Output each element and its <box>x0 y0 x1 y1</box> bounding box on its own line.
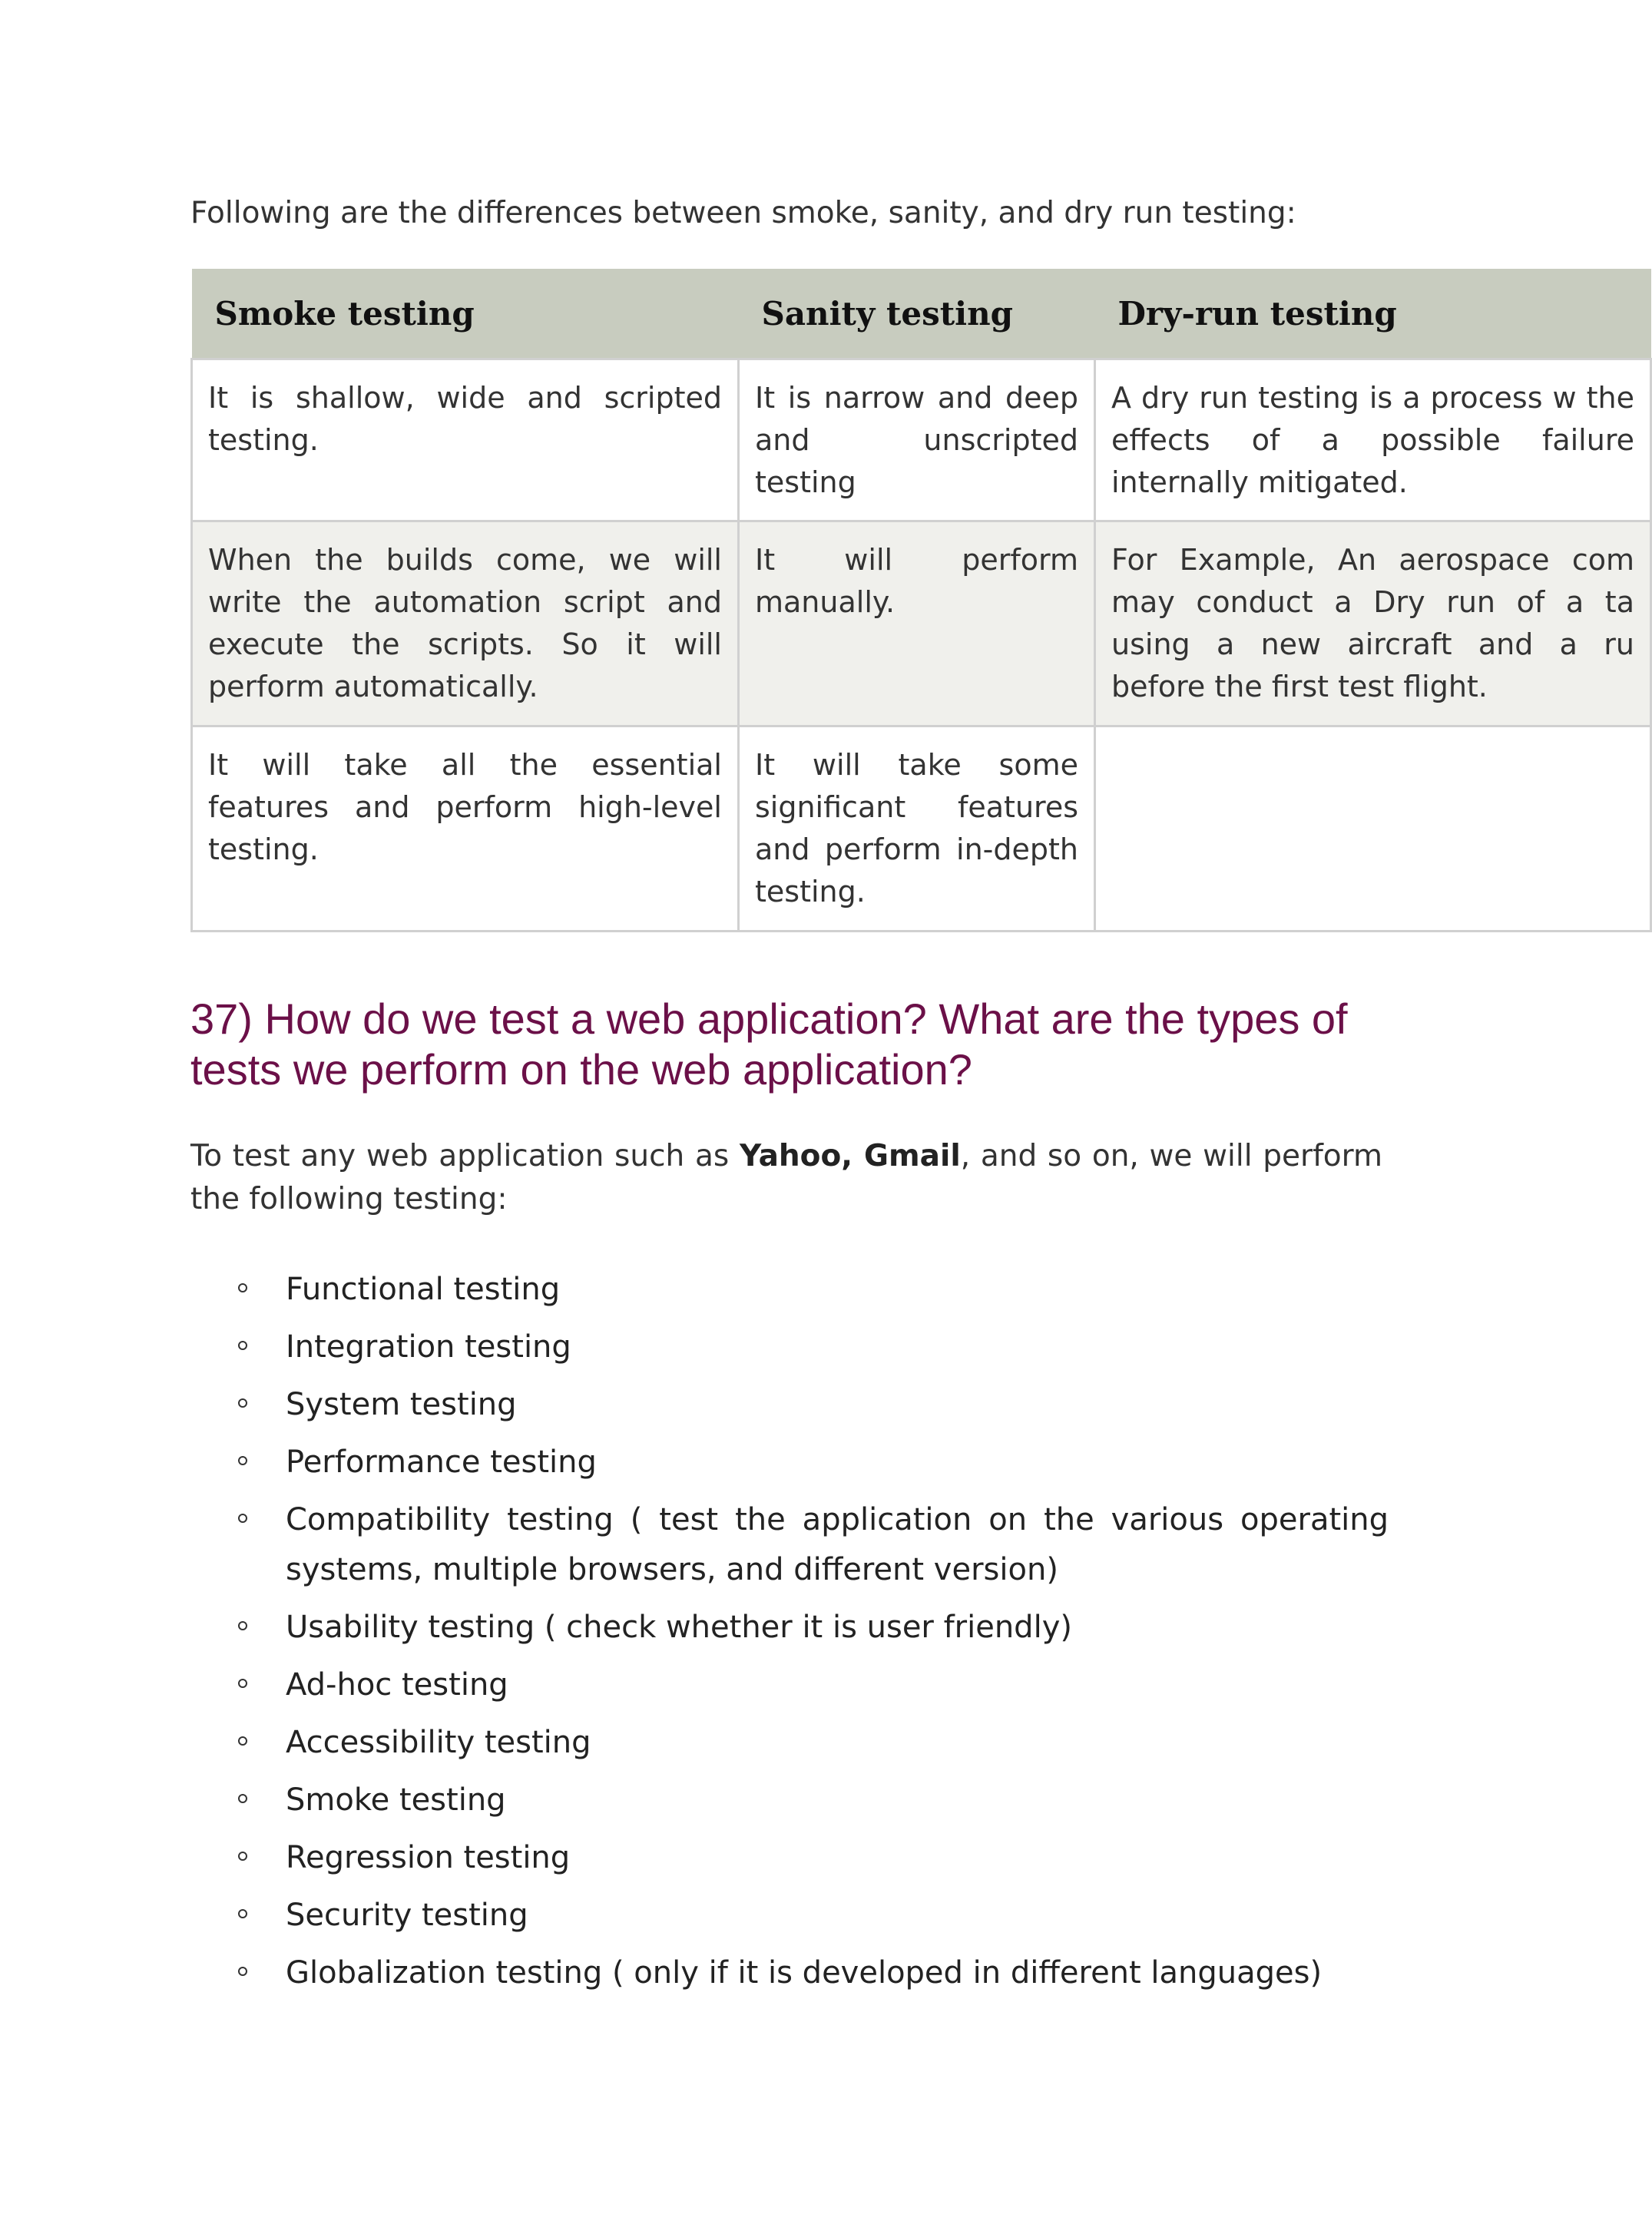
testing-types-list <box>190 1265 1389 2006</box>
circle-bullet-icon <box>238 1909 247 1918</box>
paragraph-text-start: To test any web application such as <box>190 1139 740 1173</box>
circle-bullet-icon <box>238 1456 247 1465</box>
paragraph-text-end: , and so on, we will perform the following testing: <box>190 1139 1382 1216</box>
table-cell: For Example, An aerospace com may conduct a Dry run of a ta using a new aircraft and a ru before the first test flight. <box>1095 521 1651 726</box>
header-sanity-testing: Sanity testing <box>739 269 1095 359</box>
table-cell: When the builds come, we will write the automation script and execute the scripts. So it will perform automatically. <box>192 521 739 726</box>
list-item <box>190 1265 1389 1315</box>
list-item-text: Globalization testing ( only if it is developed in different languages) <box>286 1955 1323 1991</box>
list-item <box>190 1891 1389 1941</box>
circle-bullet-icon <box>238 1852 247 1861</box>
circle-bullet-icon <box>238 1621 247 1630</box>
list-item <box>190 1833 1389 1883</box>
circle-bullet-icon <box>238 1514 247 1523</box>
list-item-text: Performance testing <box>286 1445 597 1480</box>
table-header-row <box>192 269 1651 359</box>
table-row <box>192 726 1651 932</box>
list-item <box>190 1660 1389 1710</box>
list-item <box>190 1438 1389 1488</box>
list-item-text: Security testing <box>286 1898 528 1933</box>
table-cell: It will take some significant features and perform in-depth testing. <box>739 726 1095 932</box>
circle-bullet-icon <box>238 1398 247 1408</box>
list-item-text: Usability testing ( check whether it is user friendly) <box>286 1610 1072 1645</box>
header-dry-run-testing: Dry-run testing <box>1095 269 1651 359</box>
comparison-table <box>190 269 1652 932</box>
list-item-text: Integration testing <box>286 1329 571 1365</box>
list-item <box>190 1603 1389 1653</box>
table-cell <box>1095 726 1651 932</box>
table-cell: It will perform manually. <box>739 521 1095 726</box>
list-item <box>190 1776 1389 1825</box>
table-row <box>192 359 1651 521</box>
list-item <box>190 1948 1389 1998</box>
section-heading: 37) How do we test a web application? What are the types of tests we perform on the web application? <box>190 995 1348 1094</box>
list-item-text: Regression testing <box>286 1840 571 1875</box>
list-item-text: System testing <box>286 1387 517 1422</box>
table-cell: A dry run testing is a process w the effects of a possible failure internally mitigated. <box>1095 359 1651 521</box>
list-item <box>190 1380 1389 1430</box>
list-item-text: Ad-hoc testing <box>286 1667 508 1703</box>
list-item-text: Functional testing <box>286 1272 561 1307</box>
table-row <box>192 521 1651 726</box>
table-cell: It is shallow, wide and scripted testing. <box>192 359 739 521</box>
header-smoke-testing: Smoke testing <box>192 269 739 359</box>
circle-bullet-icon <box>238 1967 247 1976</box>
section-paragraph <box>190 1135 1382 1221</box>
list-item <box>190 1718 1389 1768</box>
list-item <box>190 1495 1389 1595</box>
circle-bullet-icon <box>238 1341 247 1350</box>
circle-bullet-icon <box>238 1736 247 1746</box>
circle-bullet-icon <box>238 1283 247 1292</box>
list-item-text: Smoke testing <box>286 1782 506 1818</box>
intro-text: Following are the differences between smoke, sanity, and dry run testing: <box>190 196 1296 230</box>
list-item <box>190 1322 1389 1372</box>
table-cell: It is narrow and deep and unscripted testing <box>739 359 1095 521</box>
list-item-text: Accessibility testing <box>286 1725 591 1760</box>
circle-bullet-icon <box>238 1679 247 1688</box>
list-item-text: Compatibility testing ( test the application on the various operating systems, multiple browsers, and different version) <box>286 1502 1389 1587</box>
table-cell: It will take all the essential features and perform high-level testing. <box>192 726 739 932</box>
paragraph-bold-examples: Yahoo, Gmail <box>739 1139 961 1173</box>
circle-bullet-icon <box>238 1794 247 1803</box>
